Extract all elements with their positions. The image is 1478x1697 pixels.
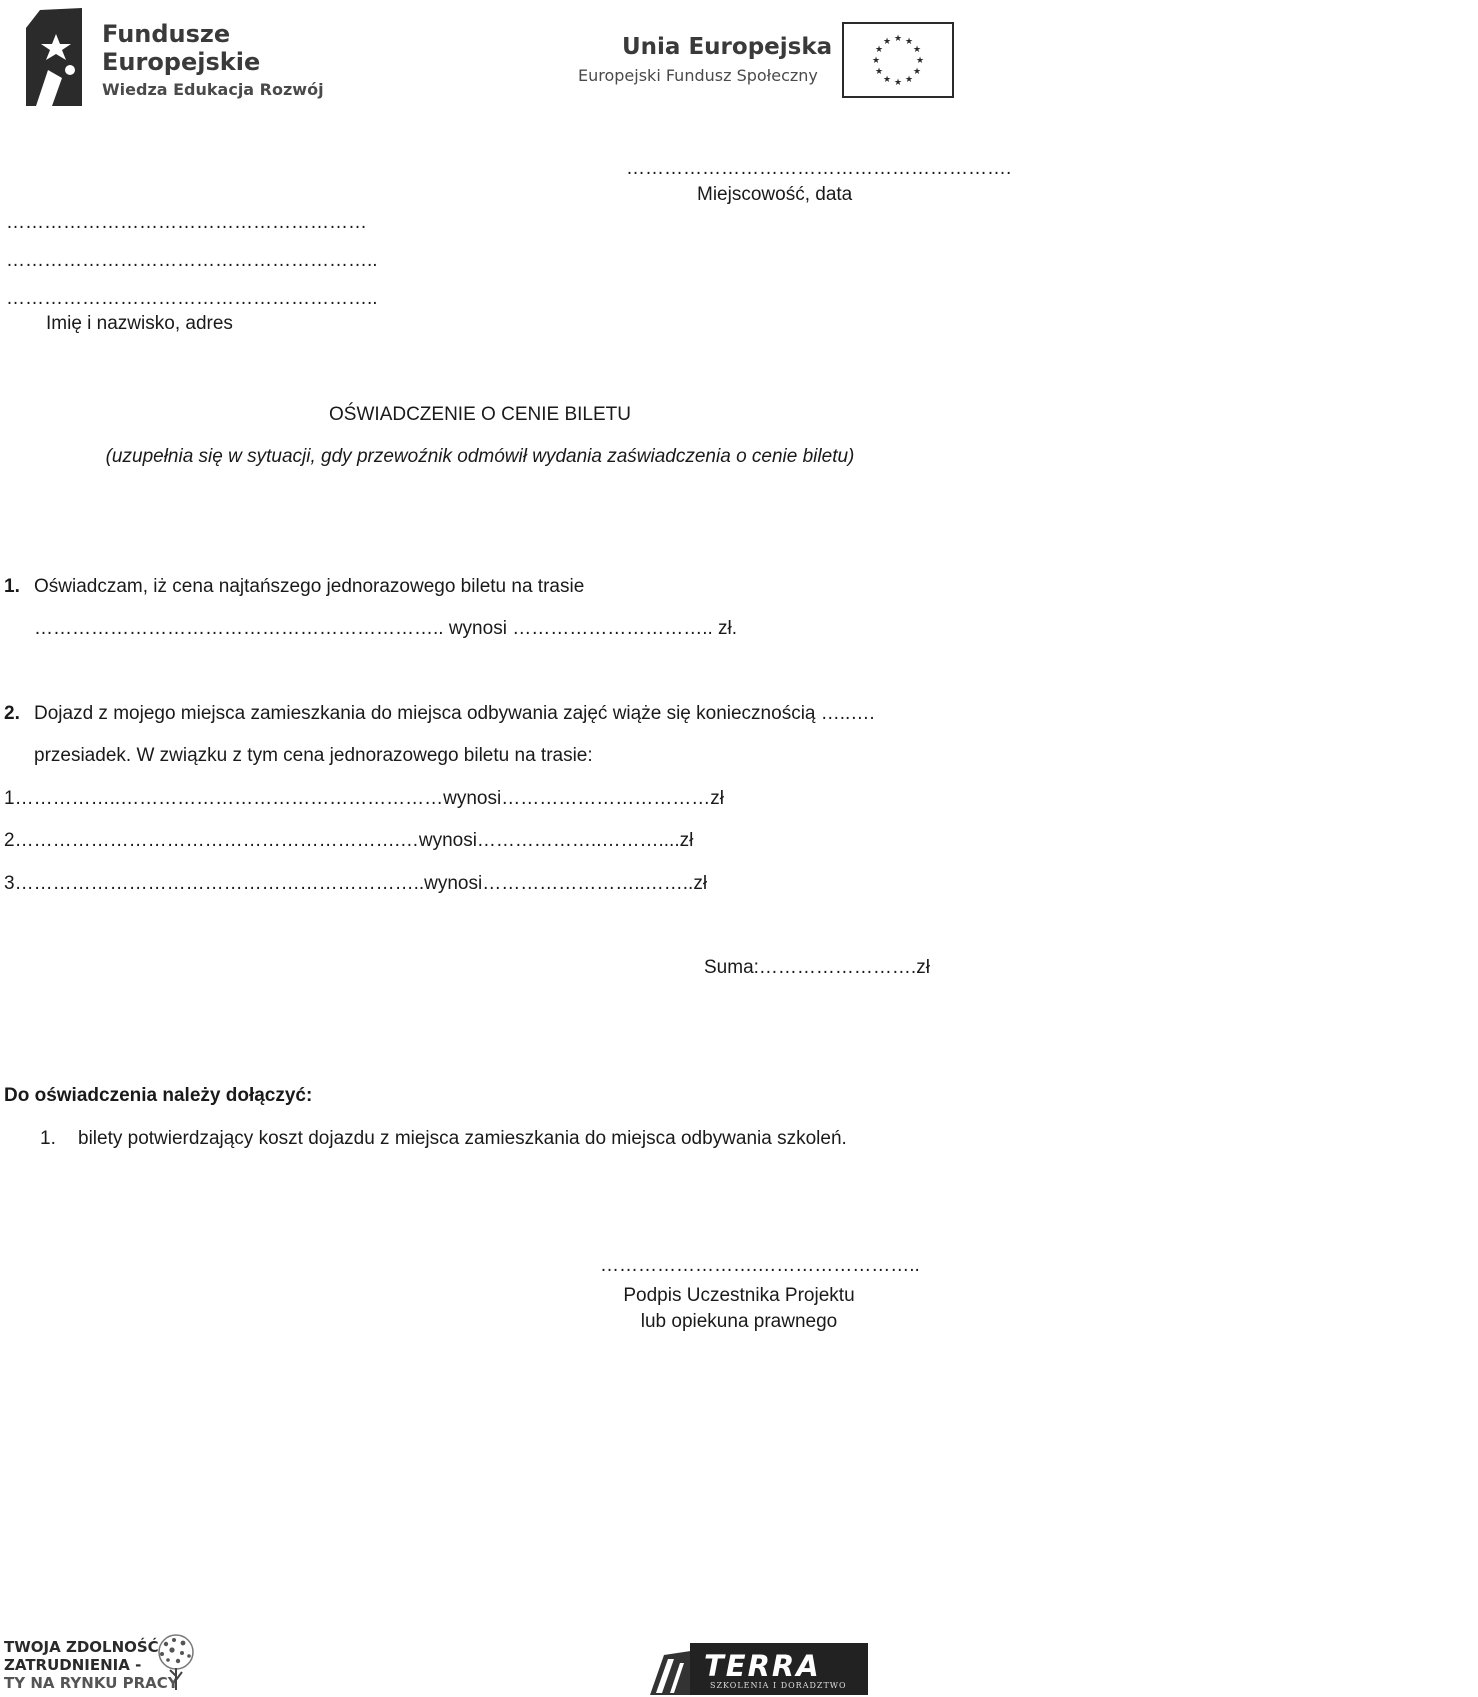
fe-logo-line1: Fundusze [102,20,231,48]
fundusze-europejskie-logo [26,8,326,108]
eu-logo-line1: Unia Europejska [622,34,833,60]
terra-subtitle: SZKOLENIA I DORADZTWO [710,1681,847,1690]
svg-text:★: ★ [912,67,922,77]
terra-wordmark: TERRA [704,1649,821,1683]
route-row-3: 3………………………………………………………..wynosi……………………..……..zł [4,873,708,894]
eu-logo-line2: Europejski Fundusz Społeczny [578,66,818,85]
document-title: OŚWIADCZENIE O CENIE BILETU [329,404,631,425]
point2-number: 2. [4,703,20,724]
place-date-dots: ……………………………………………………. [626,158,1012,179]
name-address-line3: ………………………………………………….. [6,288,378,309]
place-date-label: Miejscowość, data [697,184,853,205]
tz-logo-line3: TY NA RYNKU PRACY [4,1674,179,1692]
name-address-line2: ………………………………………………….. [6,250,378,271]
eu-stars-icon [844,24,952,96]
route-row-1: 1……………..……………………………………………wynosi……………………………zł [4,788,724,809]
svg-text:★: ★ [915,56,925,66]
point2-text: Dojazd z mojego miejsca zamieszkania do miejsca odbywania zajęć wiąże się koniecznością …..…. [34,703,875,724]
fundusze-europejskie-emblem-icon [26,8,82,106]
signature-label-1: Podpis Uczestnika Projektu [623,1285,855,1306]
point1-price-line: ……………………………………………………….. wynosi ………………………….. zł. [34,618,738,639]
signature-dots: …………………….…………………….. [600,1255,920,1276]
svg-text:★: ★ [893,34,903,44]
terra-logo [650,1643,868,1695]
tree-icon [152,1632,200,1692]
unia-europejska-logo [578,22,958,102]
eu-flag [842,22,954,98]
name-address-line1: ………………………………………………… [6,212,367,233]
tz-logo-line1: TWOJA ZDOLNOŚĆ [4,1638,159,1656]
svg-text:★: ★ [882,75,892,85]
twoja-zdolnosc-logo [4,1630,214,1694]
svg-text:★: ★ [904,37,914,47]
attachments-heading: Do oświadczenia należy dołączyć: [4,1085,313,1106]
point2-text-continued: przesiadek. W związku z tym cena jednorazowego biletu na trasie: [34,745,593,766]
point1-text: Oświadczam, iż cena najtańszego jednorazowego biletu na trasie [34,576,585,597]
tz-logo-line2: ZATRUDNIENIA - [4,1656,142,1674]
svg-text:★: ★ [893,78,903,88]
document-subtitle: (uzupełnia się w sytuacji, gdy przewoźnik odmówił wydania zaświadczenia o cenie biletu) [105,446,855,467]
sum-line: Suma:…………………….zł [704,957,930,978]
signature-label-2: lub opiekuna prawnego [640,1311,838,1332]
point1-number: 1. [4,576,20,597]
route-row-2: 2…………………………………………………….…wynosi………………..………....zł [4,830,694,851]
attachment-item-text: bilety potwierdzający koszt dojazdu z miejsca zamieszkania do miejsca odbywania szkoleń. [78,1128,847,1149]
svg-text:★: ★ [882,37,892,47]
svg-text:★: ★ [912,45,922,55]
svg-text:★: ★ [874,45,884,55]
svg-text:★: ★ [874,67,884,77]
fe-logo-line2: Europejskie [102,48,261,76]
name-address-label: Imię i nazwisko, adres [46,313,233,334]
fe-logo-line3: Wiedza Edukacja Rozwój [102,80,324,99]
svg-text:★: ★ [904,75,914,85]
svg-text:★: ★ [871,56,881,66]
attachment-item-number: 1. [40,1128,56,1149]
